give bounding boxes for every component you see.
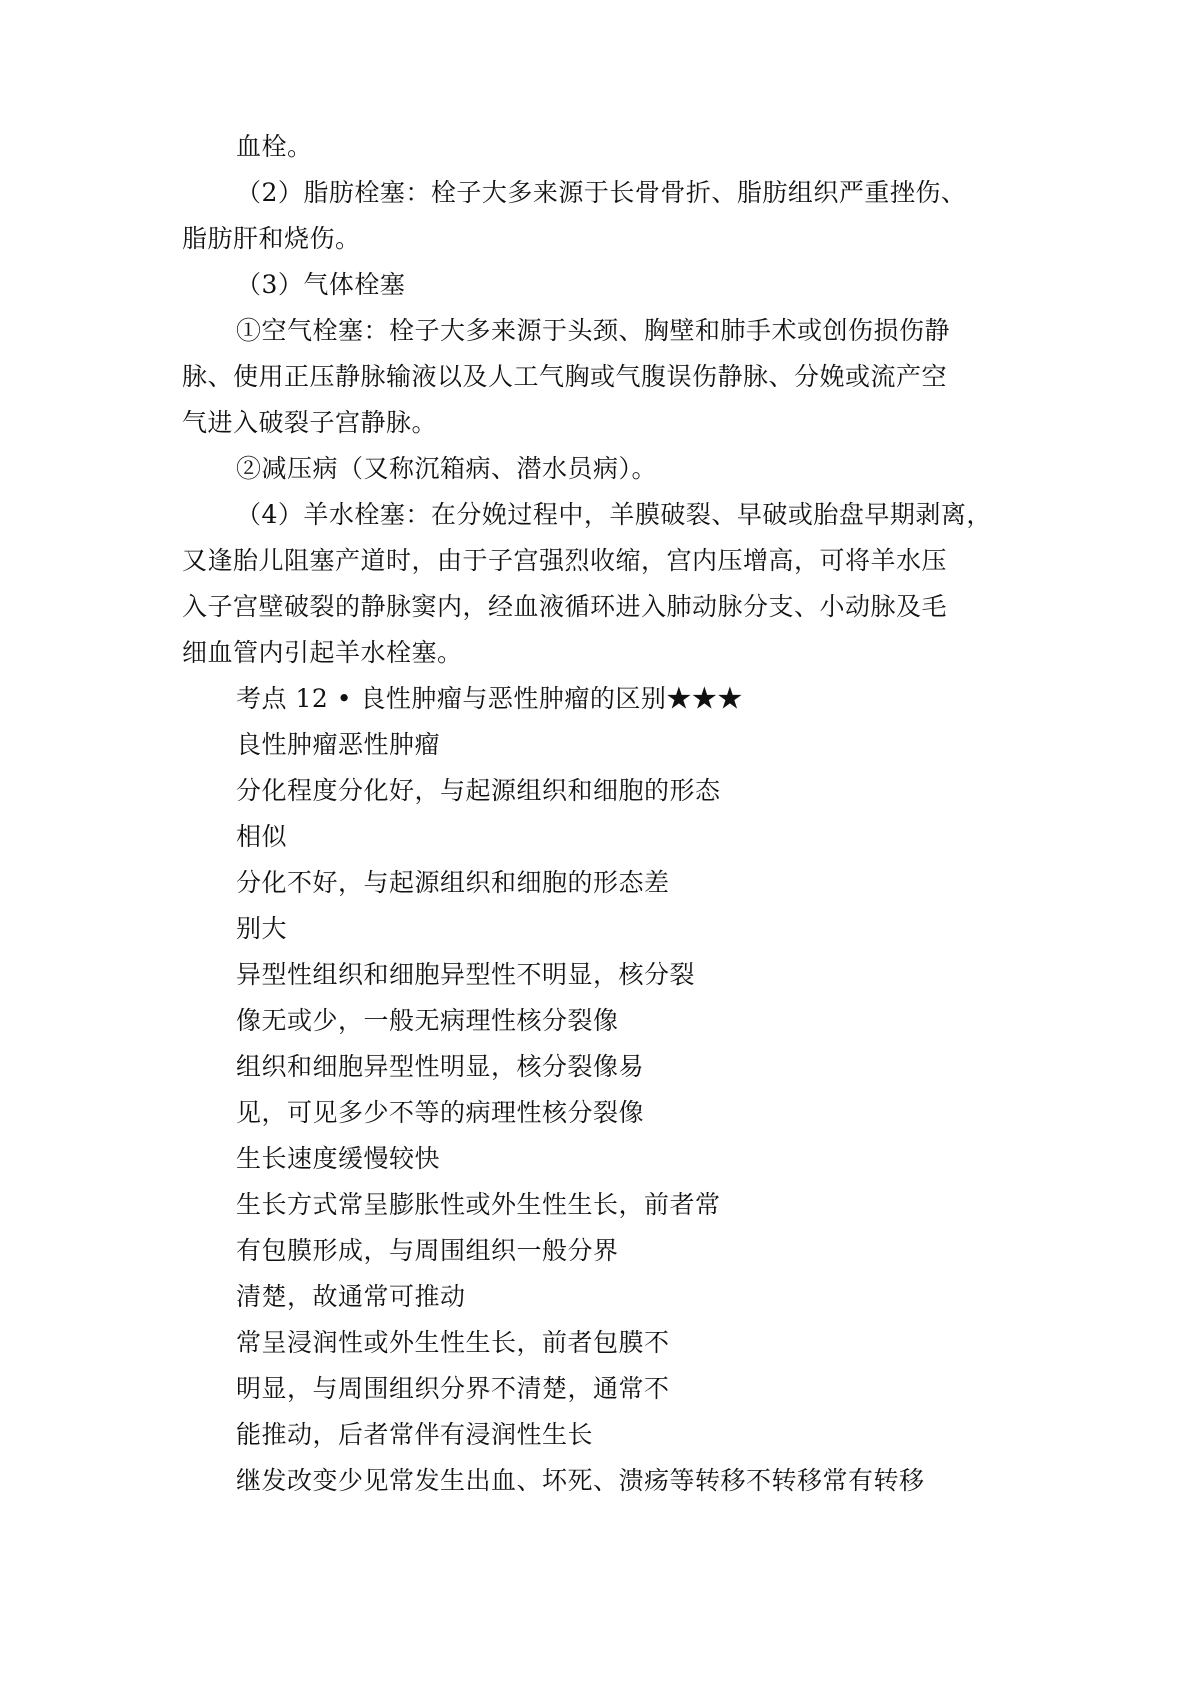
- text-line: 异型性组织和细胞异型性不明显，核分裂: [236, 960, 696, 989]
- text-line: 分化程度分化好，与起源组织和细胞的形态: [236, 776, 721, 805]
- text-line: 像无或少，一般无病理性核分裂像: [236, 1006, 619, 1035]
- text-line: 脉、使用正压静脉输液以及人工气胸或气腹误伤静脉、分娩或流产空: [182, 362, 948, 391]
- text-line: 生长方式常呈膨胀性或外生性生长，前者常: [236, 1190, 721, 1219]
- text-line: 见，可见多少不等的病理性核分裂像: [236, 1098, 645, 1127]
- text-line: 良性肿瘤恶性肿瘤: [236, 730, 441, 759]
- text-line: 有包膜形成，与周围组织一般分界: [236, 1236, 619, 1265]
- text-line: 明显，与周围组织分界不清楚，通常不: [236, 1374, 670, 1403]
- text-line: （2）脂肪栓塞：栓子大多来源于长骨骨折、脂肪组织严重挫伤、: [236, 178, 967, 207]
- text-line: 常呈浸润性或外生性生长，前者包膜不: [236, 1328, 670, 1357]
- text-line: 分化不好，与起源组织和细胞的形态差: [236, 868, 670, 897]
- text-line: 生长速度缓慢较快: [236, 1144, 441, 1173]
- text-line: 细血管内引起羊水栓塞。: [182, 638, 463, 667]
- text-line: 入子宫壁破裂的静脉窦内，经血液循环进入肺动脉分支、小动脉及毛: [182, 592, 948, 621]
- text-line: 能推动，后者常伴有浸润性生长: [236, 1420, 594, 1449]
- section-heading: 考点 12 • 良性肿瘤与恶性肿瘤的区别★★★: [236, 684, 743, 713]
- text-line: 清楚，故通常可推动: [236, 1282, 466, 1311]
- text-line: ①空气栓塞：栓子大多来源于头颈、胸壁和肺手术或创伤损伤静: [236, 316, 951, 345]
- text-line: 又逢胎儿阻塞产道时，由于子宫强烈收缩，宫内压增高，可将羊水压: [182, 546, 948, 575]
- text-line: 组织和细胞异型性明显，核分裂像易: [236, 1052, 645, 1081]
- text-line: 继发改变少见常发生出血、坏死、溃疡等转移不转移常有转移: [236, 1466, 925, 1495]
- text-line: 气进入破裂子宫静脉。: [182, 408, 438, 437]
- text-line: （4）羊水栓塞：在分娩过程中，羊膜破裂、早破或胎盘早期剥离，: [236, 500, 992, 529]
- text-line: 别大: [236, 914, 288, 943]
- text-line: ②减压病（又称沉箱病、潜水员病）。: [236, 454, 658, 483]
- text-line: 脂肪肝和烧伤。: [182, 224, 361, 253]
- text-line: 血栓。: [236, 132, 313, 161]
- text-line: 相似: [236, 822, 288, 851]
- text-line: （3）气体栓塞: [236, 270, 406, 299]
